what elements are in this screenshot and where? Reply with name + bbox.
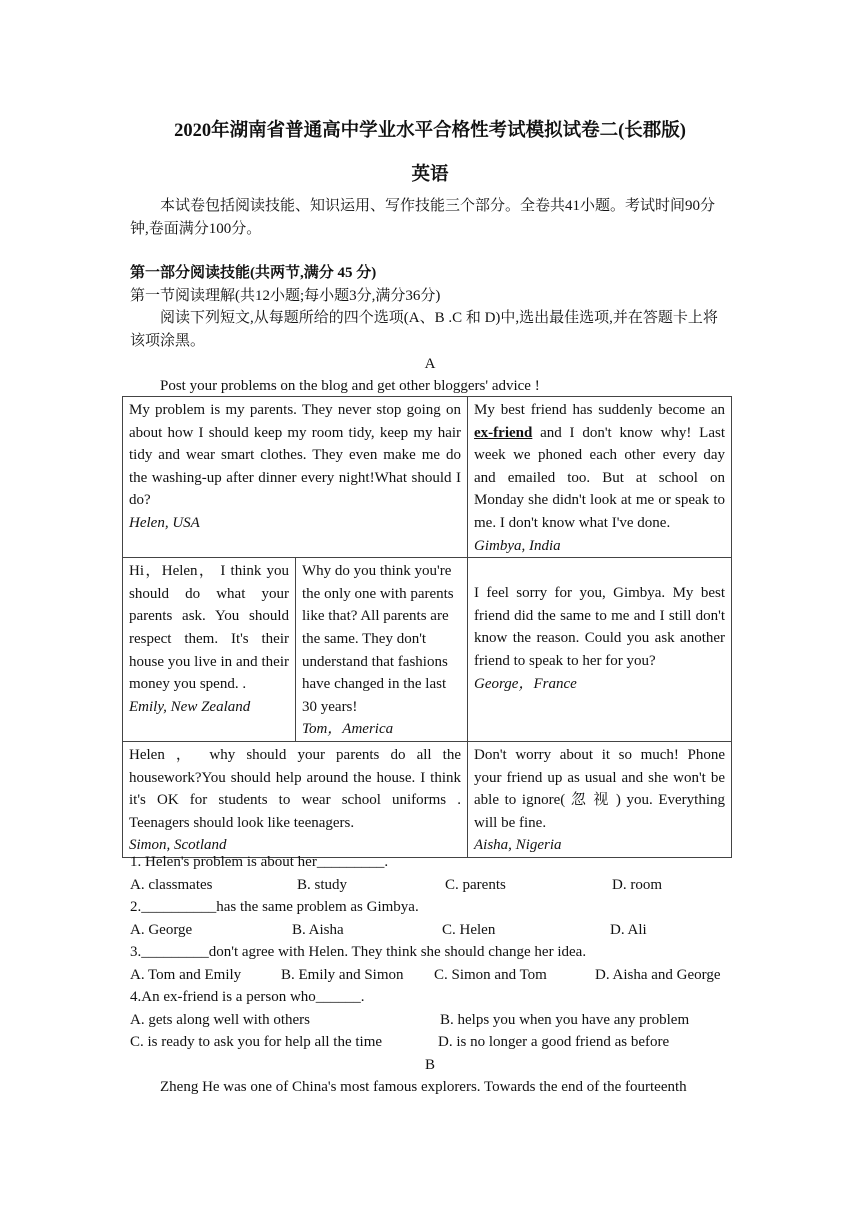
ex-friend-word: ex-friend [474,424,533,441]
aisha-post-text: Don't worry about it so much! Phone your friend up as usual and she won't be able to ignore( 忽 视 ) you. Everything will be fine. [474,746,726,831]
page-title: 2020年湖南省普通高中学业水平合格性考试模拟试卷二(长郡版) [174,121,686,141]
q1-option-a[interactable]: A. classmates [130,877,213,893]
emily-post [123,558,296,742]
intro-text: 本试卷包括阅读技能、知识运用、写作技能三个部分。全卷共41小题。考试时间90分钟,卷面满分100分。 [130,198,716,237]
q3-option-c[interactable]: C. Simon and Tom [434,967,547,983]
passage-a-label: A [424,356,436,372]
helen-signature: Helen, USA [129,514,200,531]
helen-post-text: My problem is my parents. They never stop going on about how I should keep my room tidy, keep my hair tidy and wear smart clothes. They even make me do the washing-up after dinner every night!What should I do? [129,402,462,509]
simon-post-text: Helen ， why should your parents do all the housework?You should help around the house. I think it's OK for students to wear school uniforms . Teenagers should look like teenagers. [129,746,462,831]
q2-option-b[interactable]: B. Aisha [292,922,344,938]
q1-option-b[interactable]: B. study [297,877,348,893]
passage-b-label: B [424,1057,435,1073]
q1-option-d[interactable]: D. room [612,877,662,893]
tom-post-text: Why do you think you're the only one with parents like that? All parents are the same. They don't understand that fashions have changed in the last 30 years! [302,563,454,715]
q2-option-c[interactable]: C. Helen [442,922,496,938]
q4-option-a[interactable]: A. gets along well with others [130,1012,310,1028]
tom-post [296,558,468,742]
subject-title: 英语 [411,165,449,185]
q3-option-a[interactable]: A. Tom and Emily [130,967,242,983]
passage-b-first-line: Zheng He was one of China's most famous explorers. Towards the end of the fourteenth [160,1079,687,1095]
q4-option-c[interactable]: C. is ready to ask you for help all the time [130,1034,383,1050]
blog-table [122,396,732,858]
gimbya-post-text-end: and I don't know why! Last week we phoned each other every day and emailed too. But at school on Monday she didn't look at me or speak to me. I don't know what I've done. [474,424,726,531]
q2-option-a[interactable]: A. George [130,922,193,938]
question-1-stem: 1. Helen's problem is about her_________. [130,854,389,870]
george-post-text: I feel sorry for you, Gimbya. My best friend did the same to me and I still don't know the reason. Could you ask another friend to speak to her for you? [474,585,726,669]
tom-signature: Tom，America [302,721,394,738]
simon-signature: Simon, Scotland [129,837,227,854]
q1-option-c[interactable]: C. parents [445,877,506,893]
aisha-post [468,741,732,857]
george-signature: George，France [474,675,577,692]
q3-option-d[interactable]: D. Aisha and George [595,967,721,983]
question-4-stem: 4.An ex-friend is a person who______. [130,989,365,1005]
gimbya-post [468,397,732,558]
emily-post-text: Hi，Helen， I think you should do what your parents ask. You should respect them. It's their house you live in and their money you spend. . [129,563,289,693]
instructions-text: 阅读下列短文,从每题所给的四个选项(A、B .C 和 D)中,选出最佳选项,并在答题卡上将该项涂黑。 [130,310,718,349]
emily-signature: Emily, New Zealand [129,698,251,715]
q3-option-b[interactable]: B. Emily and Simon [281,967,404,983]
q2-option-d[interactable]: D. Ali [610,922,647,938]
aisha-signature: Aisha, Nigeria [474,837,562,854]
question-3-stem: 3._________don't agree with Helen. They think she should change her idea. [130,944,587,960]
q4-option-b[interactable]: B. helps you when you have any problem [440,1012,690,1028]
helen-post [123,397,468,558]
gimbya-post-text-start: My best friend has suddenly become an [474,402,726,418]
passage-a-lead: Post your problems on the blog and get other bloggers' advice ! [160,378,540,394]
simon-post [123,741,468,857]
q4-option-d[interactable]: D. is no longer a good friend as before [438,1034,670,1050]
gimbya-signature: Gimbya, India [474,537,561,554]
section1-title: 第一节阅读理解(共12小题;每小题3分,满分36分) [130,288,441,304]
question-2-stem: 2.__________has the same problem as Gimbya. [130,899,419,915]
george-post [468,558,732,742]
part1-title: 第一部分阅读技能(共两节,满分 45 分) [130,265,377,281]
